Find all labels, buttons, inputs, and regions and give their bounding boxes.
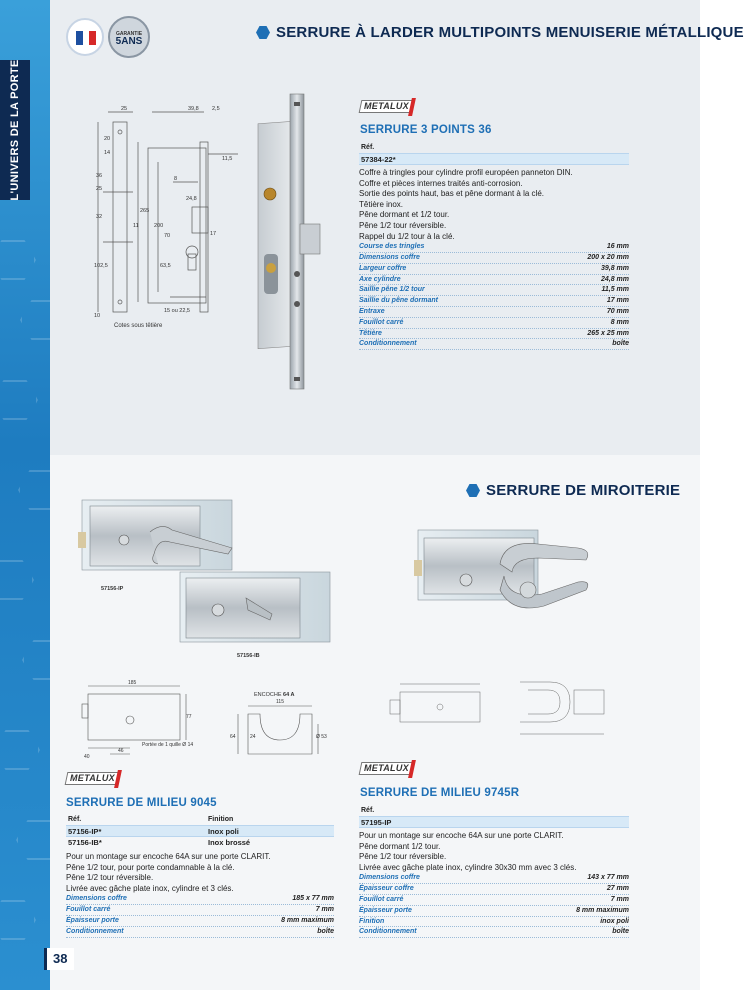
ref-label: Réf.	[361, 144, 375, 151]
spec-value: 185 x 77 mm	[292, 895, 334, 903]
spec-row	[359, 296, 629, 307]
svg-text:ENCOCHE 64 A: ENCOCHE 64 A	[254, 692, 295, 698]
french-flag-icon	[76, 31, 96, 45]
dim-label: 40	[84, 754, 90, 760]
description-line: Sortie des points haut, bas et pêne dormant à la clé.	[359, 189, 545, 199]
sidebar-tab-label: L'UNIVERS DE LA PORTE	[9, 59, 21, 201]
dim-label: 14	[104, 150, 111, 156]
spec-value: 27 mm	[606, 885, 629, 893]
product-title: SERRURE 3 POINTS 36	[360, 124, 492, 136]
dim-label: 25	[121, 106, 128, 112]
hexagon-bullet-icon	[256, 26, 270, 39]
description-line: Pêne 1/2 tour réversible.	[359, 220, 447, 230]
spec-row	[66, 905, 334, 916]
dim-label: 10	[94, 313, 101, 319]
section2-title-text: SERRURE DE MIROITERIE	[486, 482, 681, 499]
spec-value: 17 mm	[606, 297, 629, 305]
dim-label: 46	[118, 748, 124, 754]
product-spec-9045	[66, 815, 334, 938]
dim-label: 11	[133, 223, 139, 229]
dim-label: 265	[140, 208, 150, 214]
description-line: Pour un montage sur encoche 64A sur une porte CLARIT.	[66, 852, 271, 861]
dim-label: Ø 53	[316, 734, 327, 740]
description-line: Livrée avec gâche plate inox, cylindre 30x30 mm avec 3 clés.	[359, 862, 577, 872]
dim-label: 115	[276, 699, 284, 705]
description-line: Livrée avec gâche plate inox, cylindre et 3 clés.	[66, 883, 234, 893]
ref-header-row: Réf. Finition	[68, 816, 234, 823]
warranty-logo	[108, 16, 150, 58]
spec-label: Dimensions coffre	[66, 895, 127, 903]
warranty-line1: GARANTIE	[115, 31, 143, 37]
spec-label: Saillie du pêne dormant	[359, 297, 438, 305]
dim-label: 15 ou 22,5	[164, 308, 190, 314]
hexagon-bullet-icon	[466, 484, 480, 497]
made-in-france-logo	[66, 18, 104, 56]
spec-label: Finition	[359, 917, 385, 925]
multipoint-lock-photo	[254, 94, 324, 394]
spec-value: 8 mm	[610, 318, 629, 326]
glass-lock-9745r-photo	[408, 520, 598, 630]
spec-label: Conditionnement	[359, 340, 417, 348]
ref-row	[66, 837, 334, 849]
spec-value: boîte	[317, 927, 334, 935]
dim-label: 24	[250, 734, 256, 740]
spec-value: 70 mm	[606, 307, 629, 315]
sidebar-strip	[0, 0, 50, 990]
description-line: Coffre et pièces internes traités anti-corrosion.	[359, 178, 523, 188]
dim-label: 17	[210, 231, 217, 237]
spec-label: Fouillot carré	[359, 895, 404, 903]
section1-title-text: SERRURE À LARDER MULTIPOINTS MENUISERIE MÉTALLIQUE	[276, 24, 744, 41]
spec-value: 265 x 25 mm	[587, 329, 629, 337]
spec-row	[359, 275, 629, 286]
dim-label: 8	[174, 176, 178, 182]
page-number: 38	[44, 948, 74, 970]
dim-label: Portée de 1 quille Ø 14	[142, 742, 194, 748]
dim-label: 32	[96, 214, 103, 220]
product-spec-3points	[359, 143, 629, 350]
spec-value: 8 mm maximum	[281, 916, 334, 924]
drawing-caption: Cotes sous têtière	[114, 323, 163, 329]
spec-row	[359, 917, 629, 928]
metalux-logo: METALUX	[360, 98, 418, 116]
spec-row	[359, 242, 629, 253]
spec-value: 24,8 mm	[600, 275, 629, 283]
description-line: Têtière inox.	[359, 199, 404, 209]
spec-table	[359, 873, 629, 938]
dim-label: 200	[154, 223, 164, 229]
spec-row	[359, 253, 629, 264]
dim-label: 185	[128, 680, 137, 686]
lock-9745r-drawing	[360, 662, 640, 742]
spec-row	[359, 339, 629, 350]
spec-row	[359, 895, 629, 906]
spec-label: Épaisseur porte	[359, 906, 412, 914]
dim-label: 25	[96, 186, 103, 192]
warranty-line2: 5ANS	[115, 36, 143, 47]
spec-value: boîte	[612, 928, 629, 936]
ref-value: 57156-IP*	[68, 827, 102, 836]
spec-label: Têtière	[359, 329, 382, 337]
product-description	[66, 852, 334, 894]
spec-value: 39,8 mm	[600, 264, 629, 272]
spec-row	[66, 916, 334, 927]
spec-row	[359, 329, 629, 340]
finish-value: Inox poli	[208, 827, 239, 836]
spec-label: Dimensions coffre	[359, 253, 420, 261]
description-line: Pêne dormant et 1/2 tour.	[359, 210, 450, 220]
spec-label: Largeur coffre	[359, 264, 407, 272]
spec-row	[359, 906, 629, 917]
spec-value: 143 x 77 mm	[587, 874, 629, 882]
ref-row: 57384-22*	[359, 153, 629, 165]
metalux-logo: METALUX	[66, 770, 124, 788]
description-line: Pour un montage sur encoche 64A sur une porte CLARIT.	[359, 831, 564, 840]
spec-row	[359, 264, 629, 275]
spec-label: Conditionnement	[359, 928, 417, 936]
description-line: Pêne 1/2 tour, pour porte condamnable à la clé.	[66, 862, 235, 872]
dim-label: 36	[96, 173, 103, 179]
encoche-drawing	[218, 690, 328, 772]
spec-value: 16 mm	[606, 243, 629, 251]
spec-label: Fouillot carré	[66, 906, 111, 914]
spec-label: Conditionnement	[66, 927, 124, 935]
dim-label: 39,8	[188, 106, 199, 112]
spec-label: Axe cylindre	[359, 275, 401, 283]
spec-label: Saillie pêne 1/2 tour	[359, 286, 425, 294]
description-line: Pêne dormant 1/2 tour.	[359, 841, 441, 851]
spec-row	[359, 884, 629, 895]
spec-row	[359, 307, 629, 318]
lock-technical-drawing	[88, 102, 248, 334]
glass-lock-photos	[72, 492, 272, 662]
description-line: Pêne 1/2 tour réversible.	[359, 852, 447, 862]
ref-table	[66, 825, 334, 849]
product-spec-9745r	[359, 806, 629, 938]
spec-value: 7 mm	[315, 906, 334, 914]
description-line: Coffre à tringles pour cylindre profil européen panneton DIN.	[359, 168, 573, 177]
spec-value: inox poli	[600, 917, 629, 925]
spec-table	[66, 894, 334, 937]
dim-label: 102,5	[94, 263, 108, 269]
ref-row: 57195-IP	[359, 816, 629, 828]
spec-row	[66, 927, 334, 938]
spec-table	[359, 242, 629, 350]
product-title: SERRURE DE MILIEU 9745R	[360, 787, 520, 799]
spec-label: Dimensions coffre	[359, 874, 420, 882]
section1-title	[256, 24, 744, 41]
dim-label: 11,5	[222, 156, 233, 162]
dim-label: 64	[230, 734, 236, 740]
dim-label: 2,5	[212, 106, 220, 112]
spec-label: Épaisseur coffre	[359, 885, 414, 893]
dim-label: 70	[164, 233, 171, 239]
image-caption: 57156-IP	[101, 586, 124, 592]
dim-label: 20	[104, 136, 111, 142]
spec-row	[359, 285, 629, 296]
spec-row	[359, 318, 629, 329]
description-line: Rappel du 1/2 tour à la clé.	[359, 231, 455, 241]
spec-label: Entraxe	[359, 307, 385, 315]
spec-value: 11,5 mm	[601, 286, 629, 294]
ref-row	[66, 825, 334, 837]
lock-9045-drawing	[70, 676, 194, 760]
spec-row	[66, 894, 334, 905]
product-description	[359, 168, 629, 242]
ref-value: 57156-IB*	[68, 838, 102, 847]
spec-row	[359, 873, 629, 884]
spec-value: 8 mm maximum	[576, 906, 629, 914]
section2-title	[466, 482, 680, 499]
ref-label: Réf.	[361, 807, 375, 814]
product-description	[359, 831, 629, 873]
spec-row	[359, 927, 629, 938]
dim-label: 77	[186, 714, 192, 720]
finish-value: Inox brossé	[208, 838, 251, 847]
metalux-logo: METALUX	[360, 760, 418, 778]
spec-value: boîte	[612, 340, 629, 348]
spec-label: Fouillot carré	[359, 318, 404, 326]
dim-label: 63,5	[160, 263, 171, 269]
sidebar-tab[interactable]	[0, 60, 30, 200]
spec-value: 7 mm	[610, 895, 629, 903]
product-title: SERRURE DE MILIEU 9045	[66, 797, 217, 809]
dim-label: 24,8	[186, 196, 197, 202]
image-caption: 57156-IB	[237, 653, 260, 659]
spec-label: Course des tringles	[359, 243, 425, 251]
description-line: Pêne 1/2 tour réversible.	[66, 873, 154, 883]
spec-label: Épaisseur porte	[66, 916, 119, 924]
spec-value: 200 x 20 mm	[587, 253, 629, 261]
